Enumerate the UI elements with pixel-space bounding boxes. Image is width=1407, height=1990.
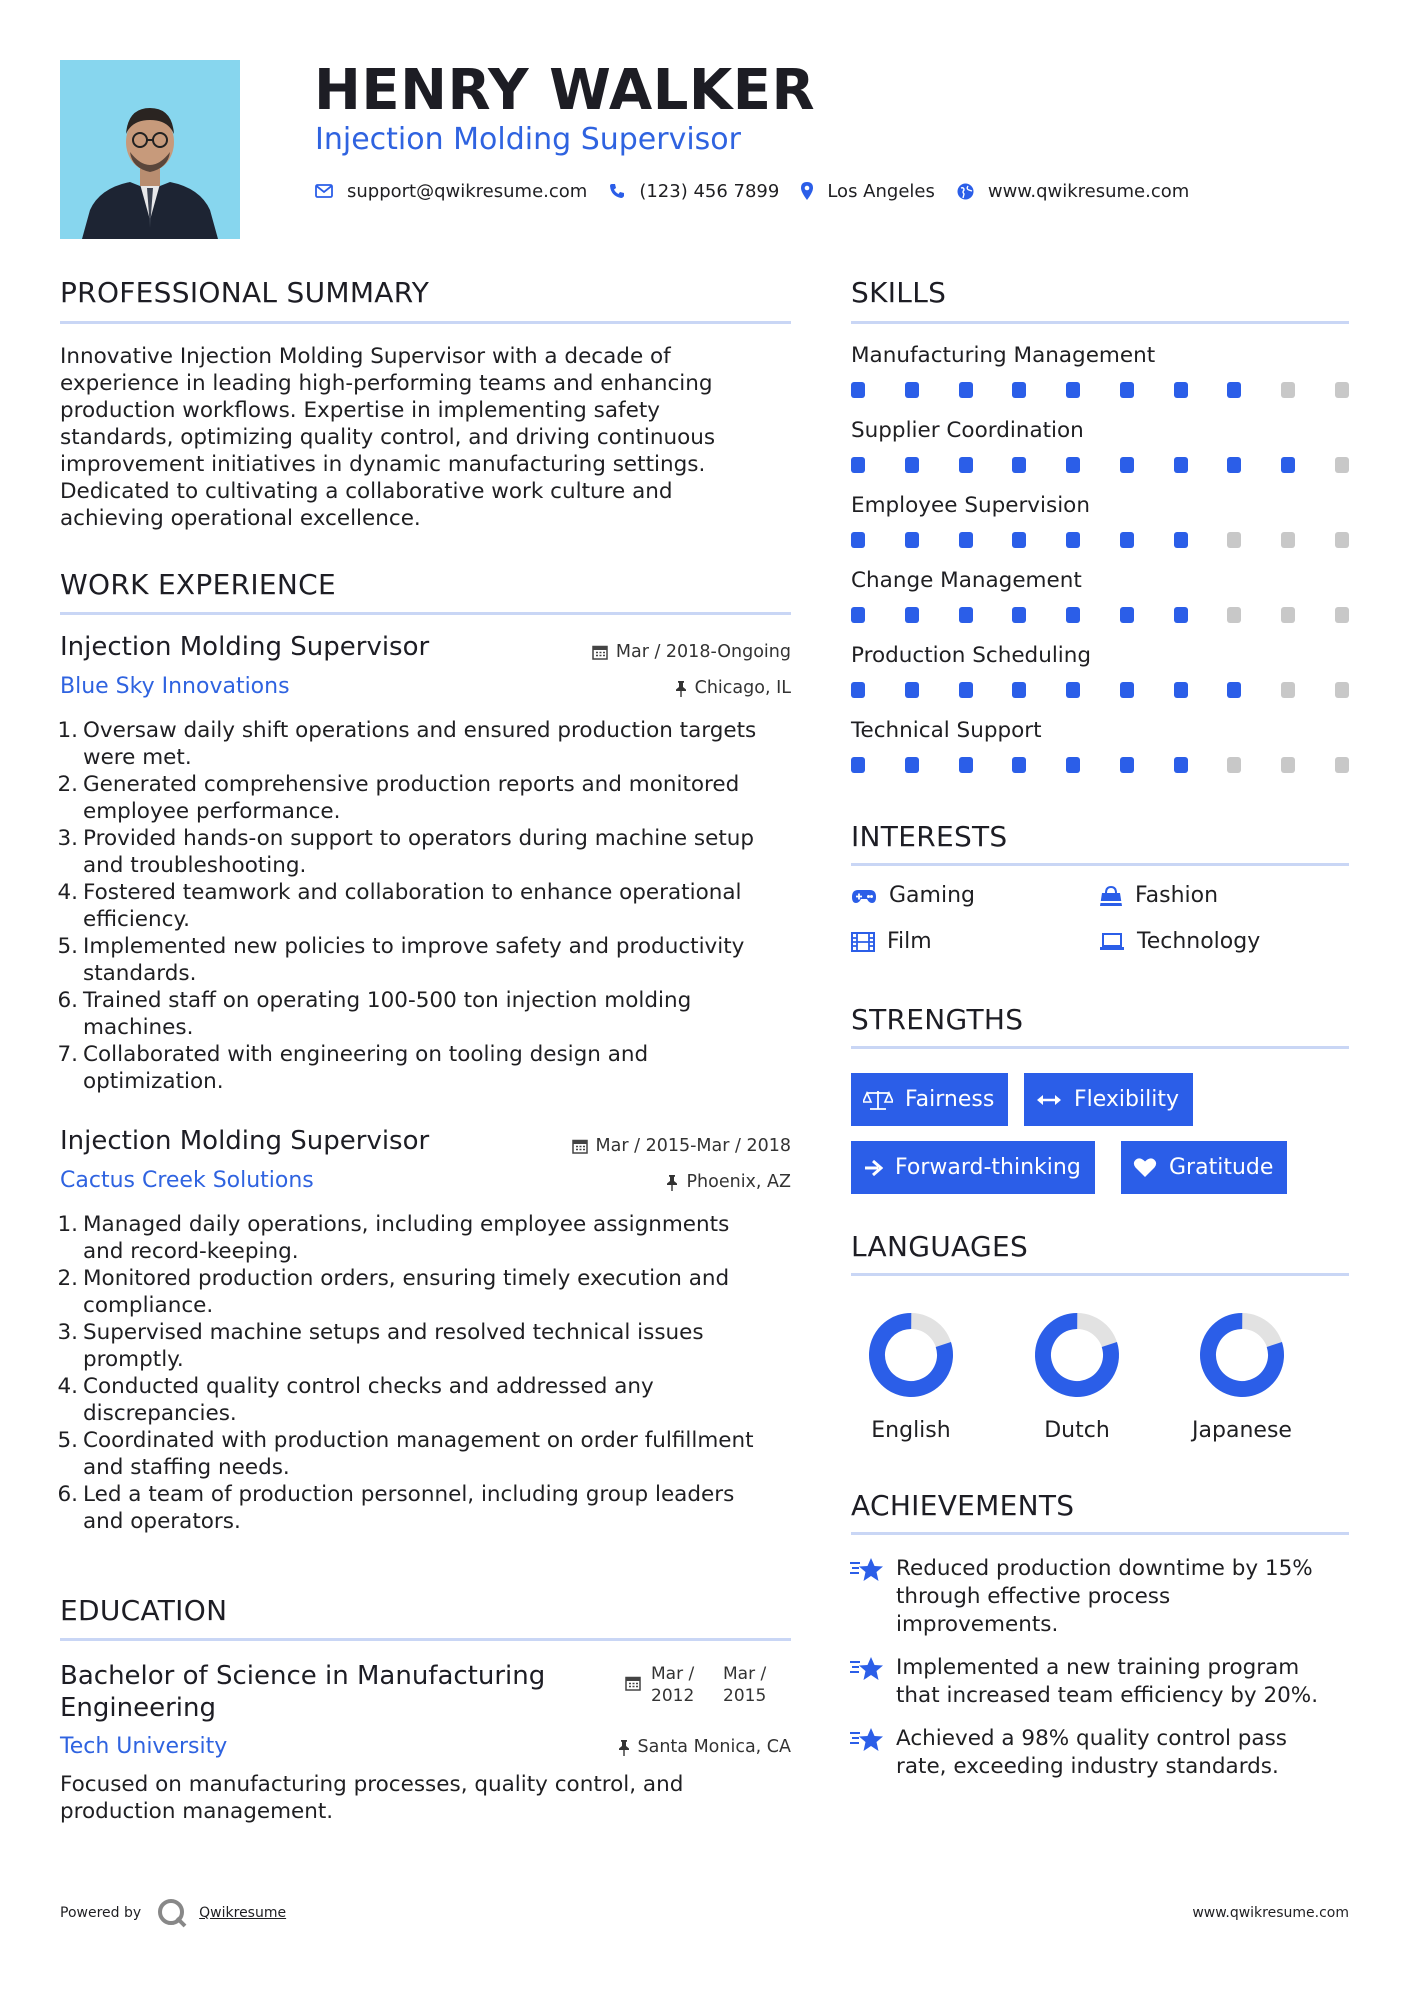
donut-fill xyxy=(868,1312,954,1398)
skills-divider xyxy=(851,321,1349,324)
pushpin-icon xyxy=(675,680,687,697)
language-label: Japanese xyxy=(1192,1418,1292,1443)
list-item: 3. Provided hands-on support to operators during machine setup and troubleshooting. xyxy=(57,826,755,878)
skill-dot-filled xyxy=(1066,457,1080,473)
skill-dot-filled xyxy=(1174,607,1188,623)
job-location-text: Phoenix, AZ xyxy=(686,1172,791,1192)
skill-dot-empty xyxy=(1281,682,1295,698)
shopping-bag-icon xyxy=(1099,885,1123,907)
summary-line: experience in leading high-performing teams and enhancing xyxy=(60,371,713,396)
skill-rating xyxy=(851,682,1349,698)
list-item: 5. Coordinated with production management on order fulfillment and staffing needs. xyxy=(57,1428,754,1480)
skill-dot-filled xyxy=(959,607,973,623)
summary-line: production workflows. Expertise in implementing safety xyxy=(60,398,660,423)
laptop-icon xyxy=(1099,933,1125,951)
list-item: 4. Fostered teamwork and collaboration to enhance operational efficiency. xyxy=(57,880,742,932)
skill-name: Supplier Coordination xyxy=(851,418,1084,443)
job-date xyxy=(572,1136,791,1156)
envelope-icon xyxy=(315,184,333,198)
contact-website[interactable] xyxy=(957,181,1189,202)
list-item: 1. Managed daily operations, including employee assignments and record-keeping. xyxy=(57,1212,730,1264)
donut-fill xyxy=(1034,1312,1120,1398)
skill-dot-filled xyxy=(905,757,919,773)
skill-dot-filled xyxy=(1012,532,1026,548)
strength-chip-forward-thinking: Forward-thinking xyxy=(851,1141,1095,1194)
job-date xyxy=(592,642,791,662)
arrow-right-icon xyxy=(863,1159,883,1177)
contact-bar xyxy=(315,179,1211,203)
skill-dot-filled xyxy=(1066,382,1080,398)
calendar-icon xyxy=(625,1675,641,1691)
language-donut-japanese xyxy=(1198,1311,1286,1399)
skill-dot-empty xyxy=(1227,532,1241,548)
film-icon xyxy=(851,932,875,952)
list-item: 2. Monitored production orders, ensuring timely execution and compliance. xyxy=(57,1266,730,1318)
skill-dot-filled xyxy=(1120,757,1134,773)
arrows-horizontal-icon xyxy=(1036,1093,1062,1107)
skill-dot-filled xyxy=(1174,757,1188,773)
achievements-heading: ACHIEVEMENTS xyxy=(851,1489,1075,1522)
skill-dot-filled xyxy=(1227,457,1241,473)
contact-location xyxy=(801,181,935,202)
skill-dot-filled xyxy=(905,682,919,698)
skill-dot-filled xyxy=(1174,532,1188,548)
strengths-heading: STRENGTHS xyxy=(851,1003,1024,1036)
skill-dot-filled xyxy=(959,382,973,398)
skill-dot-filled xyxy=(1227,682,1241,698)
skill-dot-filled xyxy=(851,532,865,548)
job-location xyxy=(666,1172,791,1192)
skill-dot-empty xyxy=(1281,382,1295,398)
gamepad-icon xyxy=(851,887,877,905)
interest-film: Film xyxy=(851,929,932,954)
summary-line: improvement initiatives in dynamic manufacturing settings. xyxy=(60,452,706,477)
candidate-role: Injection Molding Supervisor xyxy=(315,122,741,157)
star-badge-icon xyxy=(849,1557,885,1583)
skill-dot-filled xyxy=(1174,382,1188,398)
skill-dot-filled xyxy=(959,682,973,698)
skill-dot-filled xyxy=(851,457,865,473)
interest-gaming: Gaming xyxy=(851,883,975,908)
footer-website[interactable]: www.qwikresume.com xyxy=(1192,1905,1349,1921)
summary-line: Dedicated to cultivating a collaborative work culture and xyxy=(60,479,673,504)
skill-dot-filled xyxy=(1120,457,1134,473)
list-item: 6. Trained staff on operating 100-500 ton injection molding machines. xyxy=(57,988,692,1040)
skill-dot-empty xyxy=(1335,682,1349,698)
start-month: Mar / xyxy=(651,1664,695,1684)
skill-dot-filled xyxy=(1227,382,1241,398)
company-name[interactable]: Blue Sky Innovations xyxy=(60,674,290,699)
language-label: English xyxy=(871,1418,951,1443)
list-item: 6. Led a team of production personnel, including group leaders and operators. xyxy=(57,1482,735,1534)
skill-dot-empty xyxy=(1281,532,1295,548)
skill-name: Manufacturing Management xyxy=(851,343,1156,368)
education-location xyxy=(618,1737,792,1757)
list-item: 2. Generated comprehensive production reports and monitored employee performance. xyxy=(57,772,740,824)
education-dates xyxy=(625,1663,785,1707)
interests-divider xyxy=(851,863,1349,866)
skill-name: Production Scheduling xyxy=(851,643,1092,668)
skill-dot-filled xyxy=(1066,532,1080,548)
skill-dot-empty xyxy=(1281,757,1295,773)
achievement-item: Achieved a 98% quality control pass rate, exceeding industry standards. xyxy=(849,1725,1349,1781)
skill-dot-filled xyxy=(1120,382,1134,398)
skill-dot-filled xyxy=(1066,682,1080,698)
achievement-item: Reduced production downtime by 15% through effective process improvements. xyxy=(849,1555,1349,1639)
star-badge-icon xyxy=(849,1727,885,1753)
language-label: Dutch xyxy=(1044,1418,1110,1443)
summary-line: achieving operational excellence. xyxy=(60,506,421,531)
globe-icon xyxy=(957,183,974,200)
footer-powered-by xyxy=(60,1896,286,1930)
job-date-text: Mar / 2018-Ongoing xyxy=(615,642,791,662)
achievements-divider xyxy=(851,1532,1349,1535)
summary-divider xyxy=(60,321,791,324)
job-date-text: Mar / 2015-Mar / 2018 xyxy=(595,1136,791,1156)
contact-phone[interactable] xyxy=(609,181,779,202)
qwikresume-link[interactable]: Qwikresume xyxy=(199,1905,287,1921)
interests-heading: INTERESTS xyxy=(851,820,1008,853)
strengths-divider xyxy=(851,1046,1349,1049)
language-donut-dutch xyxy=(1033,1311,1121,1399)
list-item: 5. Implemented new policies to improve safety and productivity standards. xyxy=(57,934,745,986)
pushpin-icon xyxy=(618,1739,630,1756)
skill-name: Technical Support xyxy=(851,718,1042,743)
skill-rating xyxy=(851,457,1349,473)
skill-dot-filled xyxy=(905,457,919,473)
skill-dot-filled xyxy=(1120,532,1134,548)
job-location-text: Chicago, IL xyxy=(694,678,791,698)
candidate-name: HENRY WALKER xyxy=(314,58,816,123)
skill-dot-empty xyxy=(1335,457,1349,473)
skills-heading: SKILLS xyxy=(851,276,947,309)
skill-dot-filled xyxy=(905,532,919,548)
skill-rating xyxy=(851,382,1349,398)
skill-rating xyxy=(851,607,1349,623)
summary-heading: PROFESSIONAL SUMMARY xyxy=(60,276,430,309)
skill-name: Change Management xyxy=(851,568,1082,593)
skill-dot-empty xyxy=(1227,607,1241,623)
heart-icon xyxy=(1133,1157,1157,1178)
donut-fill xyxy=(1199,1312,1285,1398)
skill-dot-filled xyxy=(851,757,865,773)
list-item: 4. Conducted quality control checks and addressed any discrepancies. xyxy=(57,1374,654,1426)
education-description: Focused on manufacturing processes, quality control, and production management. xyxy=(60,1772,684,1824)
location-text: Los Angeles xyxy=(827,180,935,202)
skill-name: Employee Supervision xyxy=(851,493,1090,518)
skill-dot-filled xyxy=(851,607,865,623)
skill-dot-filled xyxy=(1174,682,1188,698)
education-heading: EDUCATION xyxy=(60,1594,228,1627)
end-month: Mar / xyxy=(723,1664,767,1684)
skill-dot-empty xyxy=(1281,607,1295,623)
summary-line: standards, optimizing quality control, and driving continuous xyxy=(60,425,716,450)
contact-email[interactable] xyxy=(315,181,587,202)
experience-divider xyxy=(60,612,791,615)
education-location-text: Santa Monica, CA xyxy=(637,1737,791,1757)
strength-chip-fairness: Fairness xyxy=(851,1073,1008,1126)
skill-dot-empty xyxy=(1335,757,1349,773)
experience-heading: WORK EXPERIENCE xyxy=(60,568,336,601)
skill-dot-filled xyxy=(1012,682,1026,698)
skill-dot-filled xyxy=(1066,757,1080,773)
balance-scale-icon xyxy=(863,1089,893,1111)
skill-dot-filled xyxy=(1012,457,1026,473)
skill-rating xyxy=(851,757,1349,773)
job-location xyxy=(675,678,791,698)
skill-dot-filled xyxy=(851,682,865,698)
list-item: 3. Supervised machine setups and resolved technical issues promptly. xyxy=(57,1320,704,1372)
languages-heading: LANGUAGES xyxy=(851,1230,1029,1263)
skill-dot-filled xyxy=(905,607,919,623)
skill-dot-filled xyxy=(1012,607,1026,623)
website-text: www.qwikresume.com xyxy=(987,180,1190,202)
phone-icon xyxy=(609,183,625,199)
job-duties-list xyxy=(52,1211,797,1535)
skill-dot-filled xyxy=(1066,607,1080,623)
interest-technology: Technology xyxy=(1099,929,1260,954)
start-year: 2012 xyxy=(651,1686,695,1706)
map-marker-icon xyxy=(801,182,813,200)
skill-dot-filled xyxy=(959,757,973,773)
skill-rating xyxy=(851,532,1349,548)
job-title: Injection Molding Supervisor xyxy=(60,632,430,662)
skill-dot-filled xyxy=(851,382,865,398)
skill-dot-filled xyxy=(1012,382,1026,398)
summary-line: Innovative Injection Molding Supervisor with a decade of xyxy=(60,344,671,369)
profile-photo xyxy=(60,60,240,239)
skill-dot-filled xyxy=(1012,757,1026,773)
interest-fashion: Fashion xyxy=(1099,883,1218,908)
education-divider xyxy=(60,1638,791,1641)
skill-dot-filled xyxy=(1120,682,1134,698)
achievement-item: Implemented a new training program that increased team efficiency by 20%. xyxy=(849,1654,1349,1710)
skill-dot-filled xyxy=(1281,457,1295,473)
star-badge-icon xyxy=(849,1656,885,1682)
summary-text xyxy=(60,343,795,532)
phone-text: (123) 456 7899 xyxy=(639,180,780,202)
company-name[interactable]: Cactus Creek Solutions xyxy=(60,1168,314,1193)
pushpin-icon xyxy=(666,1174,678,1191)
skill-dot-filled xyxy=(905,382,919,398)
job-title: Injection Molding Supervisor xyxy=(60,1126,430,1156)
calendar-icon xyxy=(592,644,608,660)
skill-dot-empty xyxy=(1335,382,1349,398)
calendar-icon xyxy=(572,1138,588,1154)
skill-dot-empty xyxy=(1335,532,1349,548)
school-name[interactable]: Tech University xyxy=(60,1734,228,1759)
language-donut-english xyxy=(867,1311,955,1399)
email-text: support@qwikresume.com xyxy=(347,180,588,202)
list-item: 7. Collaborated with engineering on tooling design and optimization. xyxy=(57,1042,649,1094)
skill-dot-filled xyxy=(959,532,973,548)
powered-by-text: Powered by xyxy=(60,1905,142,1921)
skill-dot-filled xyxy=(1174,457,1188,473)
skill-dot-empty xyxy=(1335,607,1349,623)
job-duties-list xyxy=(52,717,797,1095)
end-year: 2015 xyxy=(723,1686,767,1706)
strength-chip-flexibility: Flexibility xyxy=(1024,1073,1193,1126)
skill-dot-filled xyxy=(1120,607,1134,623)
skill-dot-empty xyxy=(1227,757,1241,773)
qwikresume-logo-icon xyxy=(155,1896,189,1930)
list-item: 1. Oversaw daily shift operations and ensured production targets were met. xyxy=(57,718,757,770)
strength-chip-gratitude: Gratitude xyxy=(1121,1141,1287,1194)
skill-dot-filled xyxy=(959,457,973,473)
languages-divider xyxy=(851,1273,1349,1276)
degree-title: Bachelor of Science in Manufacturing Engineering xyxy=(60,1661,546,1723)
